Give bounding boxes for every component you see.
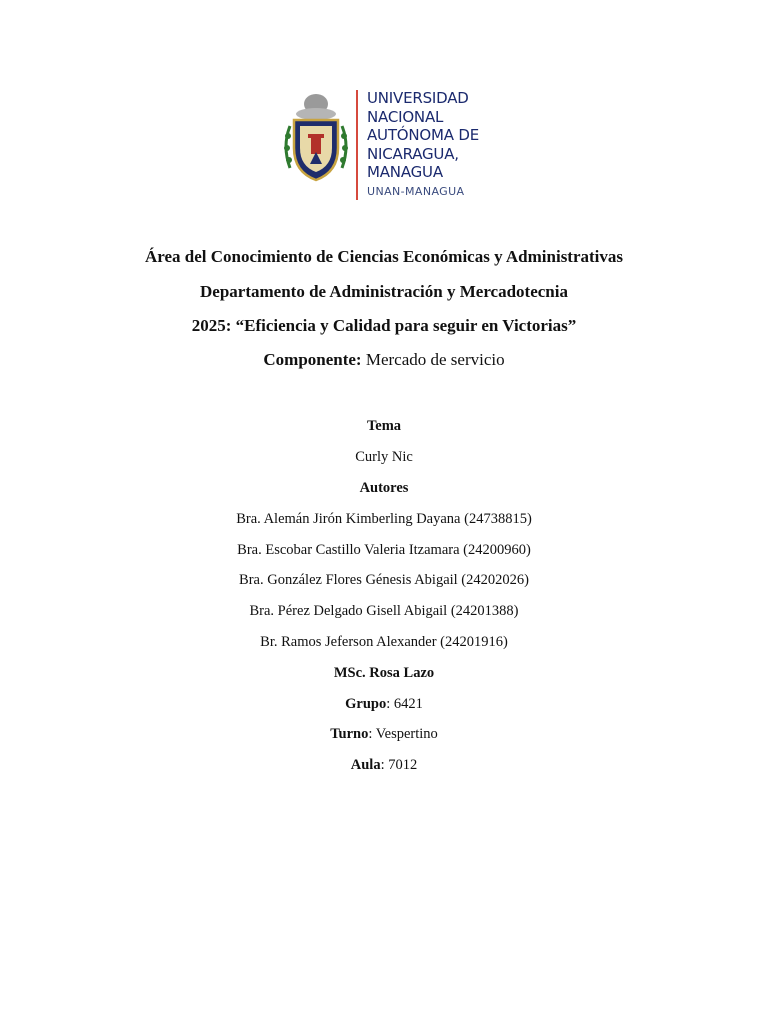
department-title: Departamento de Administración y Mercadotecnia bbox=[200, 282, 568, 301]
university-name-line: AUTÓNOMA DE bbox=[367, 126, 480, 144]
university-name-line: MANAGUA bbox=[367, 163, 443, 181]
university-crest-icon bbox=[280, 90, 352, 186]
shift-label: Turno bbox=[330, 726, 369, 742]
author-item: Bra. Alemán Jirón Kimberling Dayana (24738815) bbox=[236, 511, 532, 527]
university-acronym: UNAN-MANAGUA bbox=[367, 185, 465, 198]
classroom-line bbox=[0, 757, 768, 774]
university-name bbox=[367, 89, 479, 182]
area-title: Área del Conocimiento de Ciencias Económicas y Administrativas bbox=[144, 247, 624, 266]
university-name-line: NICARAGUA, bbox=[367, 144, 459, 163]
classroom-value: : 7012 bbox=[380, 757, 418, 773]
group-line bbox=[0, 696, 768, 713]
component-value: Mercado de servicio bbox=[361, 350, 505, 369]
shift-line bbox=[0, 726, 768, 743]
university-name-line: NACIONAL bbox=[367, 107, 444, 126]
authors-label: Autores bbox=[359, 480, 409, 496]
teacher-name: MSc. Rosa Lazo bbox=[333, 665, 435, 681]
component-line bbox=[0, 350, 768, 370]
shift-value: : Vespertino bbox=[368, 726, 438, 742]
theme-label: Tema bbox=[366, 418, 402, 434]
author-item: Br. Ramos Jeferson Alexander (24201916) bbox=[260, 634, 508, 650]
logo-divider bbox=[356, 90, 358, 200]
university-name-line: UNIVERSIDAD bbox=[367, 89, 469, 107]
classroom-label: Aula bbox=[350, 757, 381, 773]
group-label: Grupo bbox=[345, 696, 387, 712]
author-item: Bra. Escobar Castillo Valeria Itzamara (24200960) bbox=[237, 542, 531, 558]
component-label: Componente: bbox=[263, 350, 362, 369]
group-value: : 6421 bbox=[386, 696, 423, 712]
university-logo bbox=[280, 86, 490, 204]
theme-value: Curly Nic bbox=[355, 449, 413, 465]
motto: 2025: “Eficiencia y Calidad para seguir en Victorias” bbox=[191, 316, 577, 335]
author-item: Bra. González Flores Génesis Abigail (24202026) bbox=[239, 572, 529, 588]
author-item: Bra. Pérez Delgado Gisell Abigail (24201388) bbox=[249, 603, 519, 619]
